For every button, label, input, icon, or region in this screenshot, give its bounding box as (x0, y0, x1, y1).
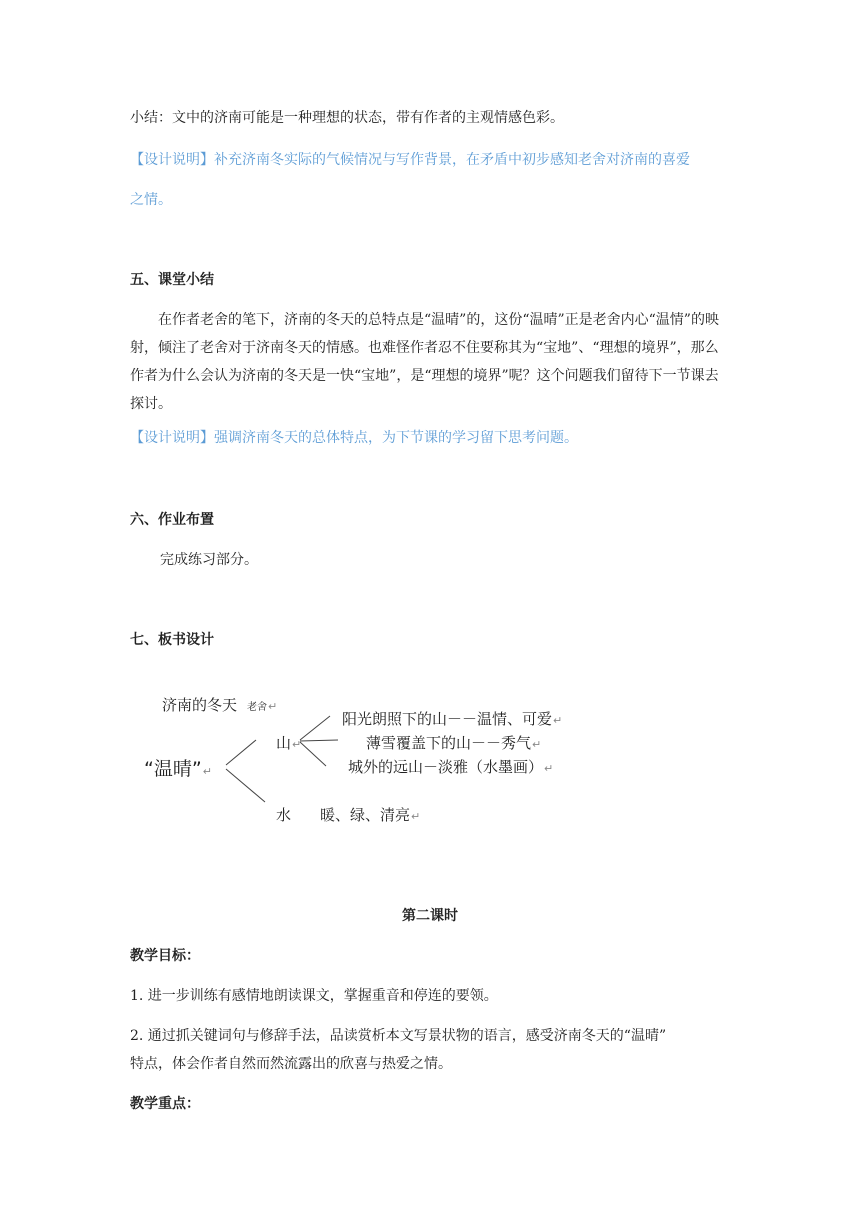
design-note-2: 【设计说明】强调济南冬天的总体特点，为下节课的学习留下思考问题。 (130, 430, 578, 446)
branch-line-water (226, 769, 265, 802)
section6-body: 完成练习部分。 (160, 552, 258, 568)
section5-title: 五、课堂小结 (130, 272, 214, 288)
goal-1: 1. 进一步训练有感情地朗读课文，掌握重音和停连的要领。 (130, 988, 498, 1004)
board-mountain-item-3: 城外的远山－淡雅（水墨画）↵ (348, 758, 554, 776)
branch-line-item-1 (300, 716, 330, 740)
board-water: 水 (276, 806, 292, 824)
board-mountain-item-2: 薄雪覆盖下的山－－秀气↵ (366, 734, 542, 752)
section6-title: 六、作业布置 (130, 512, 214, 528)
lesson2-title: 第二课时 (402, 908, 458, 924)
design-note-1-line1: 【设计说明】补充济南冬实际的气候情况与写作背景，在矛盾中初步感知老舍对济南的喜爱 (130, 152, 690, 168)
branch-line-item-3 (300, 742, 326, 766)
board-center: “温晴”↵ (144, 758, 212, 780)
branch-line-item-2 (300, 740, 338, 741)
board-mountain: 山↵ (276, 734, 302, 752)
summary-line: 小结：文中的济南可能是一种理想的状态，带有作者的主观情感色彩。 (130, 110, 564, 126)
design-note-1-line2: 之情。 (130, 192, 172, 208)
goal-2-line2: 特点，体会作者自然而然流露出的欣喜与热爱之情。 (130, 1056, 452, 1072)
section5-body: 在作者老舍的笔下，济南的冬天的总特点是“温晴”的，这份“温晴”正是老舍内心“温情”的映射，倾注了老舍对于济南冬天的情感。也难怪作者忍不住要称其为“宝地”、“理想的境界”，那么作者为什么会认为济南的冬天是一快“宝地”，是“理想的境界”呢？这个问题我们留待下一节课去探讨。 (130, 312, 719, 412)
board-mountain-item-1: 阳光朗照下的山－－温情、可爱↵ (342, 710, 563, 728)
section7-title: 七、板书设计 (130, 632, 214, 648)
goals-label: 教学目标： (130, 948, 200, 964)
board-title: 济南的冬天 老舍↵ (162, 696, 278, 714)
board-author: 老舍 (247, 702, 268, 713)
focus-label: 教学重点： (130, 1096, 200, 1112)
goal-2-line1: 2. 通过抓关键词句与修辞手法，品读赏析本文写景状物的语言，感受济南冬天的“温晴” (130, 1028, 667, 1044)
blackboard-diagram (130, 680, 610, 840)
board-water-desc: 暖、绿、清亮↵ (320, 806, 421, 824)
branch-line-mountain (226, 740, 256, 765)
